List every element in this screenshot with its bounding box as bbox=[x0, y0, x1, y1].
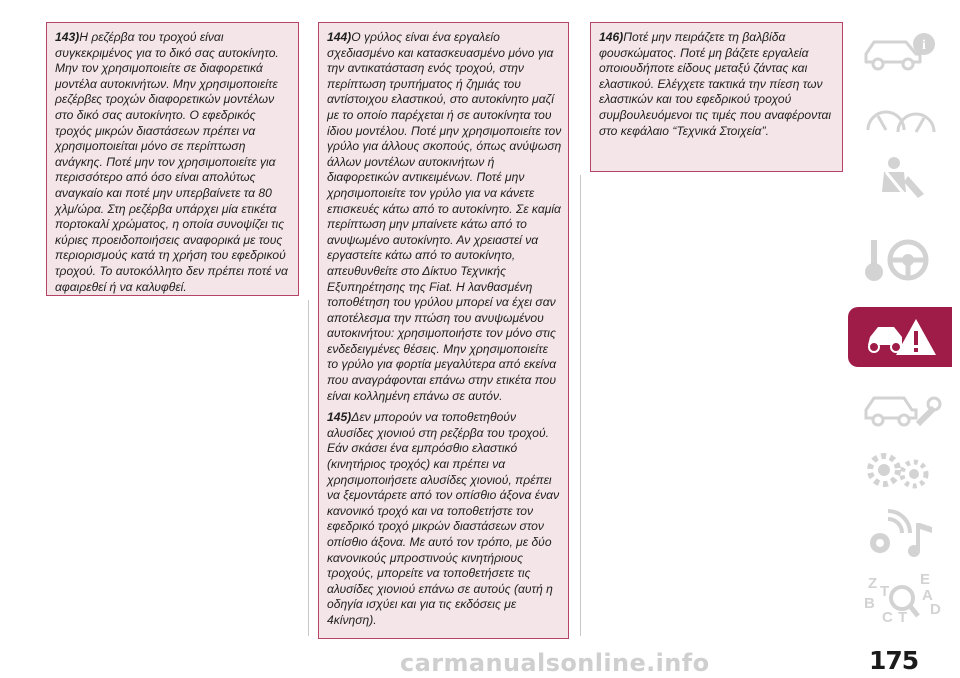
technical-data-icon bbox=[858, 444, 942, 496]
column-divider bbox=[308, 300, 309, 636]
sidebar-tab-dashboard[interactable] bbox=[848, 88, 952, 148]
sidebar-tab-car-info[interactable] bbox=[848, 24, 952, 84]
warning-paragraph: 146)Ποτέ μην πειράζετε τη βαλβίδα φουσκώματος. Ποτέ μη βάζετε εργαλεία οποιουδήποτε είδους μεταξύ ζάντας και ελαστικού. Ελέγχετε τακτικά την πίεση των ελαστικών και του εφεδρικού τροχού συμβουλευόμενοι τις τιμές που αναφέρονται στο κεφάλαιο “Τεχνικά Στοιχεία”. bbox=[599, 30, 832, 138]
index-letter: T bbox=[880, 583, 890, 600]
sidebar-tab-safety[interactable] bbox=[848, 150, 952, 210]
column-divider bbox=[580, 175, 581, 636]
sidebar-tab-maintenance[interactable] bbox=[848, 380, 952, 440]
warning-paragraph: 144)Ο γρύλος είναι ένα εργαλείο σχεδιασμένο και κατασκευασμένο μόνο για την αντικατάσταση ενός τροχού, στην περίπτωση τρυπήματος ή ζημιάς του αντίστοιχου ελαστικού, στο αυτοκίνητο μαζί με το οποίο παρέχεται ή σε αυτοκίνητα του ίδιου μοντέλου. Ποτέ μην χρησιμοποιείτε τον γρύλο για άλλους σκοπούς, όπως ανύψωση άλλων μοντέλων αυτοκινήτων ή διαφορετικών αντικειμένων. Ποτέ μην χρησιμοποιείτε τον γρύλο για να κάνετε επισκευές κάτω από το αυτοκίνητο. Σε καμία περίπτωση μην μπαίνετε κάτω από το ανυψωμένο αυτοκίνητο. Αν χρειαστεί να εργαστείτε κάτω από το αυτοκίνητο, απευθυνθείτε στο Δίκτυο Τεχνικής Εξυπηρέτησης της Fiat. Η λανθασμένη τοποθέτηση του γρύλου μπορεί να έχει σαν αποτέλεσμα την πτώση του ανυψωμένου αυτοκινήτου: χρησιμοποιήστε τον μόνο στις ενδεδειγμένες θέσεις. Μην χρησιμοποιείτε το γρύλο για φορτία μεγαλύτερα από εκείνα που αναγράφονται επάνω στην ετικέτα που είναι κολλημένη επάνω σε αυτόν. bbox=[327, 30, 562, 403]
sidebar-tab-multimedia[interactable] bbox=[848, 505, 952, 565]
index-letter: Z bbox=[868, 575, 878, 592]
sidebar-tab-technical-data[interactable] bbox=[848, 440, 952, 500]
index-letter: B bbox=[864, 595, 875, 612]
index-letter: A bbox=[922, 587, 933, 604]
sidebar-tab-index[interactable] bbox=[848, 570, 952, 630]
warning-paragraph: 145)Δεν μπορούν να τοποθετηθούν αλυσίδες χιονιού στη ρεζέρβα του τροχού. Εάν σκάσει ένα εμπρόσθιο ελαστικό (κινητήριος τροχός) και πρέπει να χρησιμοποιήσετε αλυσίδες χιονιού, πρέπει να ξεμοντάρετε από τον οπίσθιο άξονα έναν κανονικό τροχό και να τοποθετήστε τον εφεδρικό τροχό μικρών διαστάσεων στον οπίσθιο άξονα. Με αυτό τον τρόπο, με δύο κανονικούς μπροστινούς κινητήριους τροχούς, μπορείτε να τοποθετήσετε τις αλυσίδες χιονιού επάνω σε αυτούς (αυτή η οδηγία ισχύει και για τις εκδόσεις με 4κίνηση). bbox=[327, 410, 560, 627]
key-steering-icon bbox=[858, 232, 942, 292]
index-letter: T bbox=[898, 609, 908, 626]
watermark: carmanualsonline.info bbox=[400, 649, 710, 677]
alphabetical-index-icon bbox=[858, 572, 942, 628]
maintenance-wrench-icon bbox=[858, 384, 942, 436]
warning-box-143 bbox=[46, 22, 299, 296]
page-number: 175 bbox=[869, 646, 919, 675]
multimedia-icon bbox=[858, 505, 942, 565]
dashboard-gauge-icon bbox=[858, 92, 942, 144]
sidebar-tab-emergency[interactable] bbox=[848, 307, 952, 367]
index-letter: C bbox=[882, 609, 893, 626]
car-info-icon bbox=[858, 28, 942, 80]
svg-text:i: i bbox=[922, 38, 926, 53]
seatbelt-safety-icon bbox=[858, 154, 942, 206]
emergency-triangle-icon bbox=[858, 311, 942, 363]
index-letter: E bbox=[920, 572, 931, 588]
warning-box-144-145 bbox=[318, 22, 569, 639]
warning-paragraph: 143)Η ρεζέρβα του τροχού είναι συγκεκριμένος για το δικό σας αυτοκίνητο. Μην τον χρησιμοποιείτε σε διαφορετικά μοντέλα αυτοκινήτων. Μην χρησιμοποιείτε ρεζέρβες τροχών διαφορετικών μοντέλων στο δικό σας αυτοκίνητο. Ο εφεδρικός τροχός μικρών διαστάσεων πρέπει να χρησιμοποιείται μόνο σε περίπτωση ανάγκης. Ποτέ μην τον χρησιμοποιείτε για περισσότερο από όσο είναι απολύτως αναγκαίο και ποτέ μην υπερβαίνετε τα 80 χλμ/ώρα. Στη ρεζέρβα υπάρχει μία ετικέτα πορτοκαλί χρώματος, η οποία συνοψίζει τις κύριες προειδοποιήσεις αναφορικά με τους περιορισμούς κατά τη χρήση του εφεδρικού τροχού. Το αυτοκόλλητο δεν πρέπει ποτέ να αφαιρεθεί ή να καλυφθεί. bbox=[55, 30, 288, 294]
chapter-sidebar bbox=[848, 0, 960, 640]
warning-box-146 bbox=[590, 22, 843, 172]
index-letter: D bbox=[930, 601, 941, 618]
sidebar-tab-starting-driving[interactable] bbox=[848, 232, 952, 292]
